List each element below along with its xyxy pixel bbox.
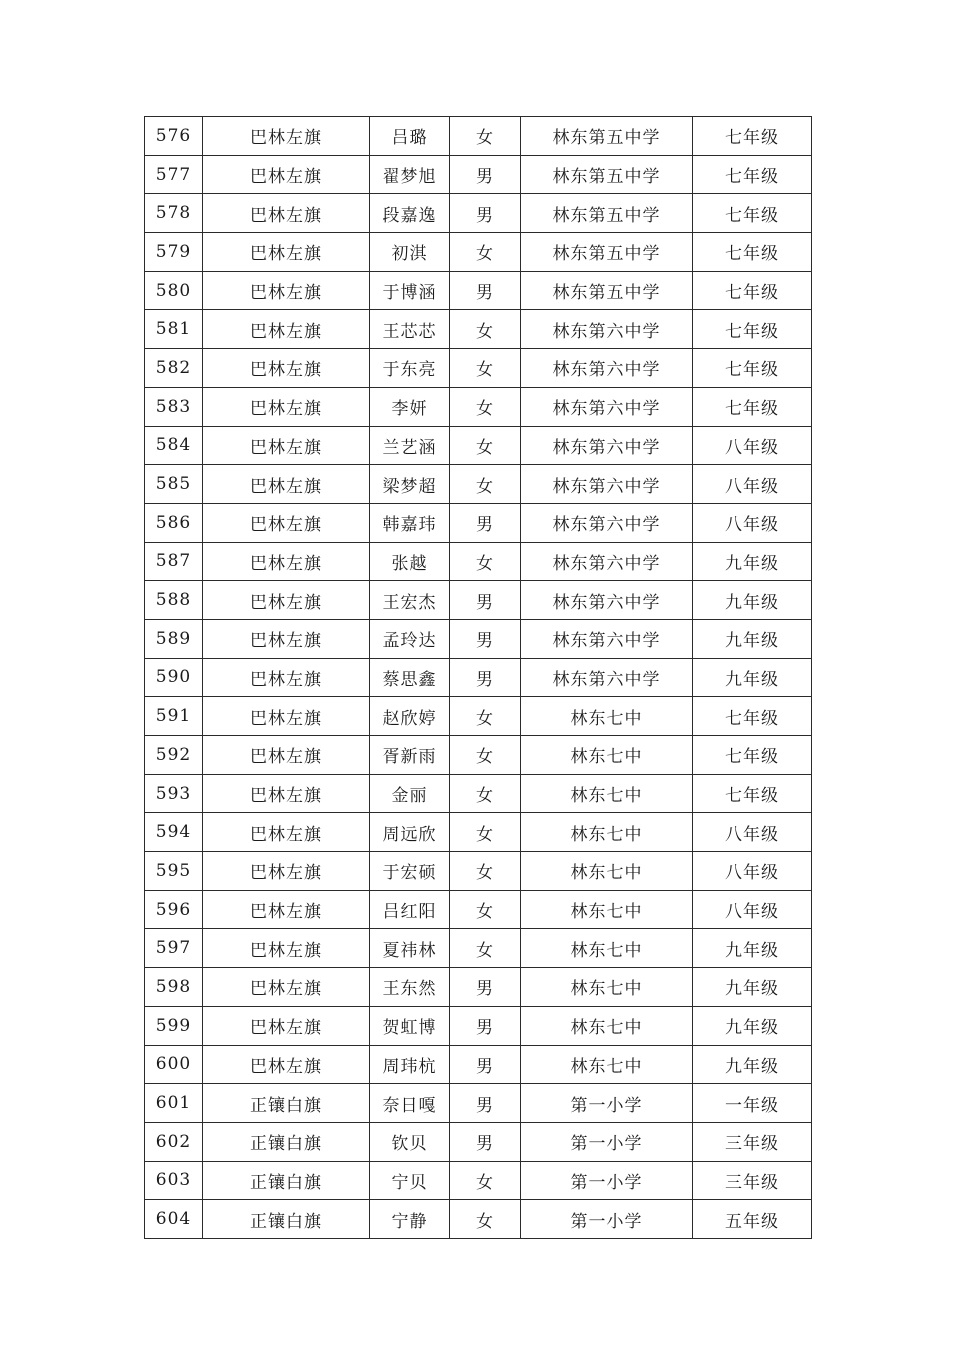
- school-cell: 林东第五中学: [521, 194, 693, 233]
- student-name-cell: 段嘉逸: [370, 194, 450, 233]
- table-row: [145, 1045, 812, 1084]
- gender-cell: 女: [450, 774, 521, 813]
- school-cell: 林东第六中学: [521, 465, 693, 504]
- gender-cell: 男: [450, 503, 521, 542]
- school-cell: 林东七中: [521, 929, 693, 968]
- table-row: [145, 736, 812, 775]
- grade-cell: 九年级: [693, 1045, 812, 1084]
- grade-cell: 九年级: [693, 968, 812, 1007]
- region-cell: 巴林左旗: [203, 155, 370, 194]
- student-name-cell: 金丽: [370, 774, 450, 813]
- grade-cell: 八年级: [693, 852, 812, 891]
- region-cell: 巴林左旗: [203, 349, 370, 388]
- table-row: [145, 503, 812, 542]
- table-row: [145, 813, 812, 852]
- gender-cell: 女: [450, 1161, 521, 1200]
- region-cell: 巴林左旗: [203, 465, 370, 504]
- table-row: [145, 542, 812, 581]
- region-cell: 巴林左旗: [203, 1045, 370, 1084]
- gender-cell: 男: [450, 968, 521, 1007]
- row-number-cell: 576: [145, 117, 203, 156]
- table-row: [145, 233, 812, 272]
- row-number-cell: 577: [145, 155, 203, 194]
- grade-cell: 八年级: [693, 890, 812, 929]
- row-number-cell: 600: [145, 1045, 203, 1084]
- region-cell: 巴林左旗: [203, 1006, 370, 1045]
- grade-cell: 七年级: [693, 387, 812, 426]
- table-row: [145, 465, 812, 504]
- grade-cell: 三年级: [693, 1161, 812, 1200]
- student-name-cell: 王东然: [370, 968, 450, 1007]
- student-name-cell: 吕璐: [370, 117, 450, 156]
- region-cell: 巴林左旗: [203, 117, 370, 156]
- region-cell: 巴林左旗: [203, 852, 370, 891]
- region-cell: 正镶白旗: [203, 1084, 370, 1123]
- region-cell: 巴林左旗: [203, 890, 370, 929]
- gender-cell: 女: [450, 736, 521, 775]
- gender-cell: 男: [450, 155, 521, 194]
- table-row: [145, 890, 812, 929]
- table-row: [145, 1161, 812, 1200]
- row-number-cell: 592: [145, 736, 203, 775]
- table-row: [145, 697, 812, 736]
- school-cell: 林东第五中学: [521, 117, 693, 156]
- school-cell: 第一小学: [521, 1122, 693, 1161]
- row-number-cell: 604: [145, 1200, 203, 1239]
- gender-cell: 女: [450, 852, 521, 891]
- region-cell: 巴林左旗: [203, 310, 370, 349]
- region-cell: 巴林左旗: [203, 387, 370, 426]
- row-number-cell: 583: [145, 387, 203, 426]
- row-number-cell: 595: [145, 852, 203, 891]
- school-cell: 林东第六中学: [521, 387, 693, 426]
- school-cell: 林东七中: [521, 813, 693, 852]
- row-number-cell: 584: [145, 426, 203, 465]
- grade-cell: 七年级: [693, 271, 812, 310]
- row-number-cell: 580: [145, 271, 203, 310]
- gender-cell: 女: [450, 426, 521, 465]
- grade-cell: 三年级: [693, 1122, 812, 1161]
- student-name-cell: 梁梦超: [370, 465, 450, 504]
- gender-cell: 女: [450, 813, 521, 852]
- table-row: [145, 155, 812, 194]
- student-name-cell: 吕红阳: [370, 890, 450, 929]
- row-number-cell: 587: [145, 542, 203, 581]
- gender-cell: 女: [450, 542, 521, 581]
- student-name-cell: 于东亮: [370, 349, 450, 388]
- grade-cell: 八年级: [693, 503, 812, 542]
- region-cell: 巴林左旗: [203, 233, 370, 272]
- gender-cell: 男: [450, 1006, 521, 1045]
- gender-cell: 女: [450, 1200, 521, 1239]
- school-cell: 林东第五中学: [521, 155, 693, 194]
- grade-cell: 七年级: [693, 194, 812, 233]
- row-number-cell: 579: [145, 233, 203, 272]
- grade-cell: 一年级: [693, 1084, 812, 1123]
- table-row: [145, 310, 812, 349]
- table-row: [145, 658, 812, 697]
- student-name-cell: 蔡思鑫: [370, 658, 450, 697]
- school-cell: 林东七中: [521, 890, 693, 929]
- row-number-cell: 588: [145, 581, 203, 620]
- grade-cell: 七年级: [693, 349, 812, 388]
- grade-cell: 九年级: [693, 581, 812, 620]
- table-row: [145, 852, 812, 891]
- region-cell: 巴林左旗: [203, 968, 370, 1007]
- table-row: [145, 929, 812, 968]
- student-name-cell: 韩嘉玮: [370, 503, 450, 542]
- gender-cell: 男: [450, 1084, 521, 1123]
- student-name-cell: 王芯芯: [370, 310, 450, 349]
- school-cell: 林东第六中学: [521, 658, 693, 697]
- table-row: [145, 1122, 812, 1161]
- school-cell: 林东第六中学: [521, 310, 693, 349]
- gender-cell: 女: [450, 929, 521, 968]
- grade-cell: 七年级: [693, 697, 812, 736]
- student-name-cell: 奈日嘎: [370, 1084, 450, 1123]
- school-cell: 林东七中: [521, 1006, 693, 1045]
- gender-cell: 女: [450, 349, 521, 388]
- student-name-cell: 周远欣: [370, 813, 450, 852]
- table-row: [145, 619, 812, 658]
- region-cell: 巴林左旗: [203, 581, 370, 620]
- region-cell: 巴林左旗: [203, 503, 370, 542]
- row-number-cell: 594: [145, 813, 203, 852]
- school-cell: 第一小学: [521, 1200, 693, 1239]
- grade-cell: 八年级: [693, 426, 812, 465]
- school-cell: 林东第六中学: [521, 503, 693, 542]
- gender-cell: 女: [450, 465, 521, 504]
- row-number-cell: 598: [145, 968, 203, 1007]
- gender-cell: 男: [450, 1045, 521, 1084]
- student-name-cell: 李妍: [370, 387, 450, 426]
- school-cell: 林东第六中学: [521, 619, 693, 658]
- region-cell: 正镶白旗: [203, 1200, 370, 1239]
- student-name-cell: 夏祎林: [370, 929, 450, 968]
- row-number-cell: 578: [145, 194, 203, 233]
- table-row: [145, 581, 812, 620]
- gender-cell: 男: [450, 194, 521, 233]
- student-name-cell: 于宏硕: [370, 852, 450, 891]
- student-roster-table: [144, 116, 812, 1239]
- student-name-cell: 初淇: [370, 233, 450, 272]
- table-row: [145, 774, 812, 813]
- grade-cell: 八年级: [693, 465, 812, 504]
- grade-cell: 七年级: [693, 233, 812, 272]
- student-name-cell: 胥新雨: [370, 736, 450, 775]
- school-cell: 林东七中: [521, 697, 693, 736]
- school-cell: 林东第六中学: [521, 542, 693, 581]
- region-cell: 巴林左旗: [203, 813, 370, 852]
- gender-cell: 男: [450, 271, 521, 310]
- region-cell: 巴林左旗: [203, 929, 370, 968]
- gender-cell: 男: [450, 581, 521, 620]
- student-name-cell: 翟梦旭: [370, 155, 450, 194]
- region-cell: 巴林左旗: [203, 736, 370, 775]
- student-name-cell: 于博涵: [370, 271, 450, 310]
- table-row: [145, 194, 812, 233]
- region-cell: 正镶白旗: [203, 1122, 370, 1161]
- region-cell: 巴林左旗: [203, 426, 370, 465]
- row-number-cell: 602: [145, 1122, 203, 1161]
- grade-cell: 九年级: [693, 929, 812, 968]
- row-number-cell: 601: [145, 1084, 203, 1123]
- table-row: [145, 271, 812, 310]
- row-number-cell: 599: [145, 1006, 203, 1045]
- student-name-cell: 兰艺涵: [370, 426, 450, 465]
- gender-cell: 男: [450, 658, 521, 697]
- grade-cell: 七年级: [693, 117, 812, 156]
- grade-cell: 九年级: [693, 658, 812, 697]
- school-cell: 林东七中: [521, 852, 693, 891]
- region-cell: 巴林左旗: [203, 697, 370, 736]
- table-row: [145, 1084, 812, 1123]
- student-name-cell: 宁静: [370, 1200, 450, 1239]
- table-row: [145, 1006, 812, 1045]
- row-number-cell: 603: [145, 1161, 203, 1200]
- gender-cell: 女: [450, 890, 521, 929]
- row-number-cell: 597: [145, 929, 203, 968]
- gender-cell: 女: [450, 697, 521, 736]
- grade-cell: 九年级: [693, 1006, 812, 1045]
- table-row: [145, 349, 812, 388]
- school-cell: 林东七中: [521, 968, 693, 1007]
- grade-cell: 九年级: [693, 542, 812, 581]
- school-cell: 林东第五中学: [521, 233, 693, 272]
- row-number-cell: 589: [145, 619, 203, 658]
- region-cell: 巴林左旗: [203, 774, 370, 813]
- grade-cell: 七年级: [693, 155, 812, 194]
- table-row: [145, 426, 812, 465]
- grade-cell: 七年级: [693, 736, 812, 775]
- grade-cell: 七年级: [693, 774, 812, 813]
- student-name-cell: 王宏杰: [370, 581, 450, 620]
- school-cell: 林东第六中学: [521, 426, 693, 465]
- student-name-cell: 赵欣婷: [370, 697, 450, 736]
- region-cell: 巴林左旗: [203, 542, 370, 581]
- region-cell: 巴林左旗: [203, 658, 370, 697]
- school-cell: 第一小学: [521, 1161, 693, 1200]
- grade-cell: 七年级: [693, 310, 812, 349]
- table-row: [145, 968, 812, 1007]
- table-row: [145, 1200, 812, 1239]
- gender-cell: 女: [450, 117, 521, 156]
- student-name-cell: 贺虹博: [370, 1006, 450, 1045]
- roster-body: [145, 117, 812, 1239]
- student-name-cell: 张越: [370, 542, 450, 581]
- grade-cell: 九年级: [693, 619, 812, 658]
- row-number-cell: 586: [145, 503, 203, 542]
- school-cell: 林东七中: [521, 736, 693, 775]
- grade-cell: 五年级: [693, 1200, 812, 1239]
- student-name-cell: 钦贝: [370, 1122, 450, 1161]
- row-number-cell: 590: [145, 658, 203, 697]
- student-name-cell: 周玮杭: [370, 1045, 450, 1084]
- school-cell: 第一小学: [521, 1084, 693, 1123]
- gender-cell: 男: [450, 1122, 521, 1161]
- region-cell: 巴林左旗: [203, 271, 370, 310]
- row-number-cell: 581: [145, 310, 203, 349]
- school-cell: 林东七中: [521, 1045, 693, 1084]
- school-cell: 林东七中: [521, 774, 693, 813]
- student-name-cell: 宁贝: [370, 1161, 450, 1200]
- school-cell: 林东第六中学: [521, 581, 693, 620]
- table-row: [145, 117, 812, 156]
- school-cell: 林东第五中学: [521, 271, 693, 310]
- student-name-cell: 孟玲达: [370, 619, 450, 658]
- region-cell: 巴林左旗: [203, 619, 370, 658]
- grade-cell: 八年级: [693, 813, 812, 852]
- region-cell: 正镶白旗: [203, 1161, 370, 1200]
- row-number-cell: 596: [145, 890, 203, 929]
- gender-cell: 女: [450, 387, 521, 426]
- table-row: [145, 387, 812, 426]
- row-number-cell: 593: [145, 774, 203, 813]
- gender-cell: 男: [450, 619, 521, 658]
- gender-cell: 女: [450, 310, 521, 349]
- region-cell: 巴林左旗: [203, 194, 370, 233]
- school-cell: 林东第六中学: [521, 349, 693, 388]
- row-number-cell: 585: [145, 465, 203, 504]
- row-number-cell: 582: [145, 349, 203, 388]
- gender-cell: 女: [450, 233, 521, 272]
- row-number-cell: 591: [145, 697, 203, 736]
